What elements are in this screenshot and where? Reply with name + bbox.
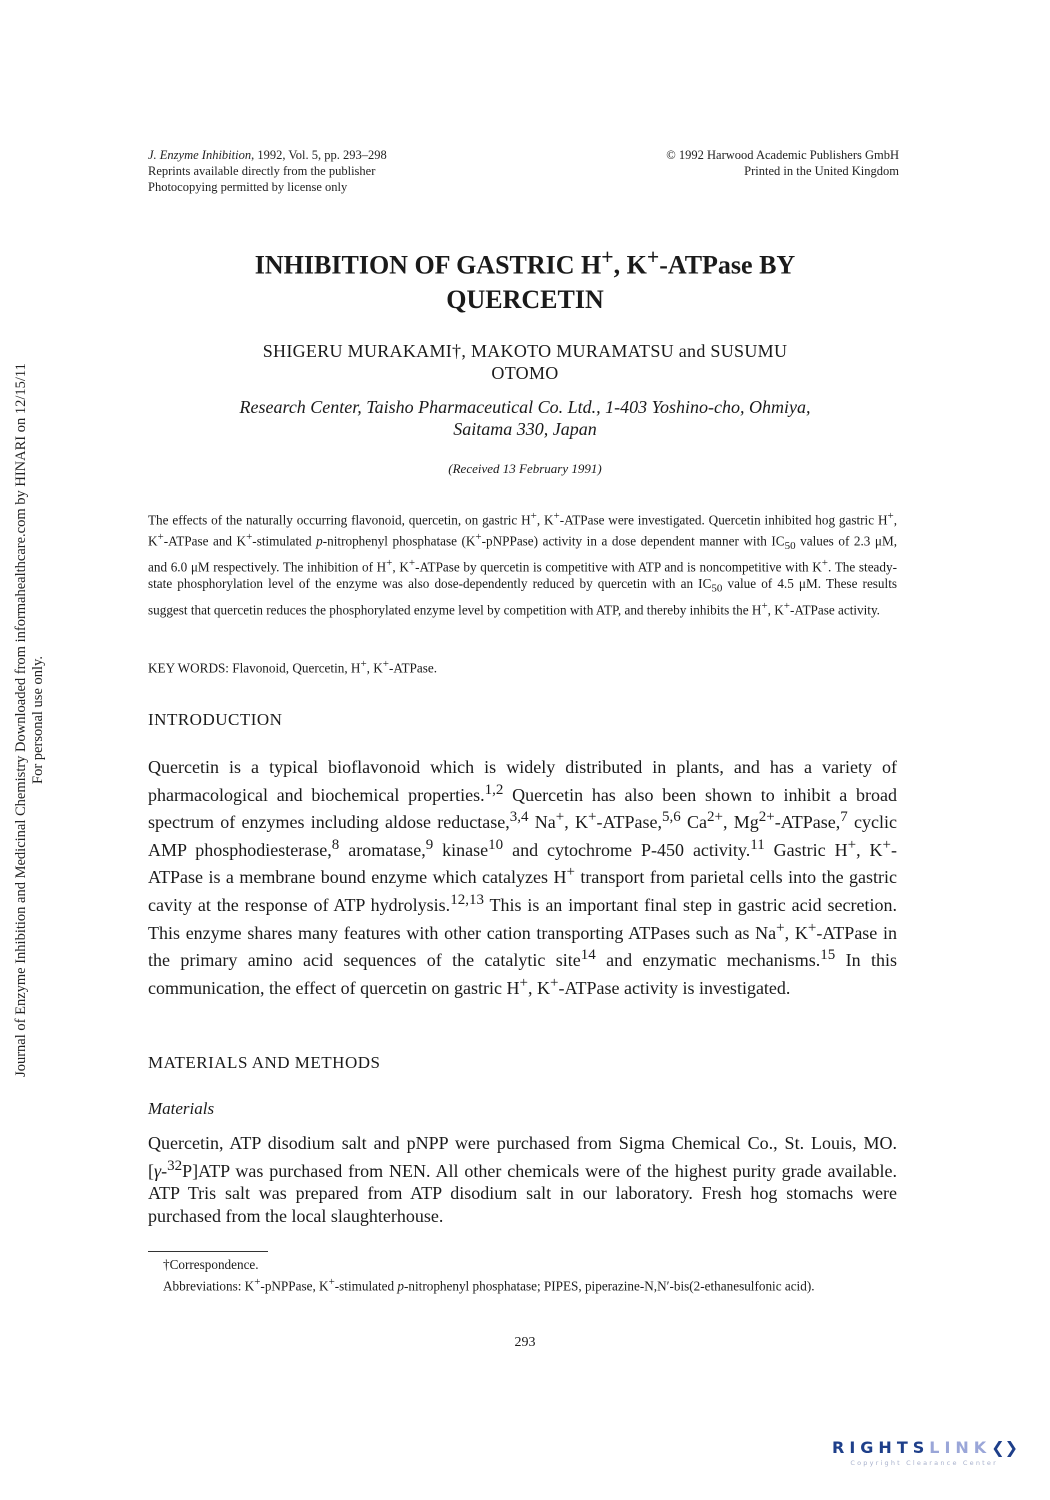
footnote-text: -nitrophenyl phosphatase; PIPES, piperazine-N,N′-bis(2-ethanesulfonic acid).: [404, 1277, 815, 1293]
body-text: P]ATP was purchased from NEN. All other chemicals were of the highest purity grade available. ATP Tris salt was prepared from ATP disodium salt in our laboratory. Fresh hog stomachs were purchased from the local slaughterhouse.: [148, 1160, 897, 1226]
author-affiliation: [150, 396, 900, 440]
authors-line-1: SHIGERU MURAKAMI†, MAKOTO MURAMATSU and SUSUMU: [262, 341, 788, 361]
title-text: -ATPase BY: [659, 250, 796, 280]
abstract-text: -nitrophenyl phosphatase (K: [322, 532, 476, 548]
plus-sup: +: [254, 1275, 261, 1288]
plus-sup: +: [530, 510, 537, 522]
received-date: (Received 13 February 1991): [448, 461, 602, 476]
body-text: -: [161, 1160, 168, 1181]
reference-sup: 1,2: [484, 781, 504, 798]
printed-line: Printed in the United Kingdom: [744, 164, 899, 178]
footnotes: [148, 1257, 897, 1294]
watermark-text: [13, 270, 47, 1170]
plus-sup: +: [887, 510, 894, 522]
plus-sup: +: [519, 974, 528, 991]
keywords-text: , K: [366, 660, 383, 676]
plus-sup: +: [360, 658, 367, 670]
affiliation-line-2: Saitama 330, Japan: [453, 419, 597, 439]
photocopy-note: Photocopying permitted by license only: [148, 180, 348, 194]
reference-sup: 14: [580, 947, 596, 964]
reference-sup: 10: [488, 836, 504, 853]
reference-sup: 7: [840, 809, 848, 826]
body-text: and cytochrome P-450 activity.: [503, 839, 751, 860]
plus-sup: +: [821, 556, 829, 569]
plus-sup: +: [761, 600, 768, 613]
reference-sup: 9: [425, 836, 434, 853]
rightslink-wordmark: [832, 1438, 1018, 1458]
body-text: -ATPase activity is investigated.: [558, 977, 791, 998]
plus-sup: +: [382, 658, 390, 670]
abstract-text: -ATPase were investigated. Quercetin inhibited hog gastric H: [559, 512, 888, 528]
plus-sup: +: [408, 556, 416, 569]
keywords: [148, 658, 437, 676]
rightslink-tagline: Copyright Clearance Center: [850, 1459, 998, 1467]
title-line-2: QUERCETIN: [446, 284, 604, 314]
body-text: Ca: [680, 812, 708, 833]
body-text: Gastric H: [764, 839, 848, 860]
reference-sup: 5,6: [661, 809, 681, 826]
abstract-text: , K: [148, 512, 897, 548]
plus-sup: +: [847, 836, 857, 853]
charge-sup: 2+: [707, 809, 723, 826]
reference-sup: 15: [820, 947, 836, 964]
plus-sup: +: [783, 600, 791, 613]
keywords-label: KEY WORDS:: [148, 660, 229, 676]
article-title: [150, 240, 900, 317]
journal-citation: [148, 147, 387, 195]
abstract-text: , K: [392, 559, 409, 575]
body-text: , K: [564, 812, 589, 833]
title-text: INHIBITION OF GASTRIC H: [254, 250, 602, 280]
copyright-line: © 1992 Harwood Academic Publishers GmbH: [666, 148, 899, 162]
footnote-text: -stimulated: [334, 1277, 398, 1293]
gamma-symbol: γ: [154, 1160, 162, 1181]
journal-name: J. Enzyme Inhibition: [148, 148, 252, 162]
abstract-text: -ATPase by quercetin is competitive with ATP and is noncompetitive with K: [415, 559, 822, 575]
abstract-text: . The steady-state phosphorylation level of the enzyme was also dose-dependently reduced by quercetin with an IC: [148, 559, 897, 592]
author-list: [150, 340, 900, 384]
abstract-italic: p: [316, 532, 323, 548]
body-text: aromatase,: [339, 839, 426, 860]
body-text: -ATPase,: [774, 812, 841, 833]
keywords-text: -ATPase.: [389, 660, 437, 676]
reference-sup: 8: [331, 836, 340, 853]
body-text: -ATPase is a membrane bound enzyme which catalyzes H: [148, 839, 898, 888]
footnote-divider: [148, 1251, 268, 1252]
plus-sup: +: [566, 864, 575, 881]
journal-volume: , 1992, Vol. 5, pp. 293–298: [251, 148, 387, 162]
rightslink-part-1: RIGHTS: [832, 1438, 930, 1457]
keywords-text: Flavonoid, Quercetin, H: [228, 660, 361, 676]
materials-subheading: Materials: [148, 1099, 215, 1118]
reference-sup: 11: [750, 836, 765, 853]
plus-sup: +: [328, 1275, 335, 1288]
correspondence-footnote: †Correspondence.: [163, 1257, 259, 1272]
abstract-text: -ATPase activity.: [790, 602, 880, 618]
reference-sup: 12,13: [450, 891, 484, 908]
abstract-text: values of 2.3 μM, and 6.0 μM respectively. The inhibition of H: [148, 532, 897, 575]
title-line-1: [150, 240, 900, 283]
abstract: [148, 508, 897, 619]
title-sup: +: [646, 245, 660, 269]
body-text: -ATPase in the primary amino acid sequences of the catalytic site: [148, 922, 897, 971]
body-text: In this communication, the effect of quercetin on gastric H: [148, 950, 897, 998]
body-text: Quercetin has also been shown to inhibit a broad spectrum of enzymes including aldose reductase,: [148, 784, 897, 833]
reference-sup: 3,4: [509, 809, 529, 826]
body-text: , K: [528, 977, 550, 998]
subscript: 50: [711, 583, 723, 596]
body-text: -ATPase,: [596, 812, 662, 833]
affiliation-line-1: Research Center, Taisho Pharmaceutical Co. Ltd., 1-403 Yoshino-cho, Ohmiya,: [239, 397, 811, 417]
body-text: cyclic AMP phosphodiesterase,: [148, 812, 897, 860]
page-number: 293: [514, 1335, 536, 1350]
plus-sup: +: [553, 510, 560, 522]
plus-sup: +: [157, 530, 164, 543]
plus-sup: +: [882, 836, 892, 853]
body-text: This is an important final step in gastric acid secretion. This enzyme shares many features with other cation transporting ATPases such as Na: [148, 894, 897, 943]
plus-sup: +: [776, 919, 785, 936]
abstract-text: , K: [536, 512, 554, 528]
body-text: Quercetin is a typical bioflavonoid which is widely distributed in plants, and has a variety of pharmacological and biochemical properties.: [148, 757, 897, 805]
charge-sup: 2+: [758, 809, 775, 826]
abstract-text: -ATPase and K: [163, 532, 247, 548]
body-text: Na: [528, 812, 556, 833]
rightslink-part-2: LINK: [929, 1438, 992, 1457]
abstract-text: , K: [767, 602, 784, 618]
plus-sup: +: [386, 556, 393, 569]
body-text: and enzymatic mechanisms.: [595, 950, 821, 971]
introduction-paragraph: [148, 756, 897, 999]
body-text: , Mg: [722, 812, 759, 833]
body-text: , K: [784, 922, 808, 943]
abstract-text: -stimulated: [252, 532, 317, 548]
abstract-text: value of 4.5 μM. These results suggest that quercetin reduces the phosphorylated enzyme level by competition with ATP, and thereby inhibits the H: [148, 576, 897, 618]
abbreviations-footnote: [148, 1274, 897, 1295]
footnote-text: Abbreviations: K: [163, 1277, 255, 1293]
watermark-line-2: For personal use only.: [30, 656, 46, 784]
body-text: kinase: [433, 839, 489, 860]
body-text: transport from parietal cells into the gastric cavity at the response of ATP hydrolysis.: [148, 867, 897, 915]
title-sup: +: [601, 245, 614, 269]
reprints-note: Reprints available directly from the publisher: [148, 164, 376, 178]
plus-sup: +: [246, 530, 253, 543]
subscript: 50: [784, 539, 796, 552]
plus-sup: +: [555, 809, 565, 826]
citation-line: [148, 147, 387, 163]
footnote-italic: p: [397, 1277, 405, 1293]
abstract-text: The effects of the naturally occurring flavonoid, quercetin, on gastric H: [148, 512, 531, 528]
publisher-info: [666, 147, 899, 179]
isotope-sup: 32: [167, 1157, 183, 1174]
abstract-text: -pNPPase) activity in a dose dependent manner with IC: [481, 532, 785, 548]
authors-line-2: OTOMO: [491, 363, 559, 383]
plus-sup: +: [588, 809, 597, 826]
watermark-line-1: Journal of Enzyme Inhibition and Medicinal Chemistry Downloaded from informahealthcare.com by HINARI on 12/15/11: [13, 363, 29, 1077]
download-watermark: [0, 270, 60, 1170]
introduction-heading: INTRODUCTION: [148, 710, 283, 729]
plus-sup: +: [550, 974, 559, 991]
plus-sup: +: [475, 530, 482, 543]
rightslink-logo[interactable]: [832, 1438, 1018, 1467]
body-text: , K: [856, 839, 883, 860]
plus-sup: +: [807, 919, 817, 936]
title-text: , K: [613, 250, 647, 280]
body-text: Quercetin, ATP disodium salt and pNPP were purchased from Sigma Chemical Co., St. Louis, MO. [: [148, 1133, 897, 1181]
methods-heading: MATERIALS AND METHODS: [148, 1053, 381, 1072]
footnote-text: -pNPPase, K: [260, 1277, 329, 1293]
materials-paragraph: [148, 1132, 897, 1227]
rightslink-arrow-icon: ❮❯: [991, 1438, 1018, 1457]
